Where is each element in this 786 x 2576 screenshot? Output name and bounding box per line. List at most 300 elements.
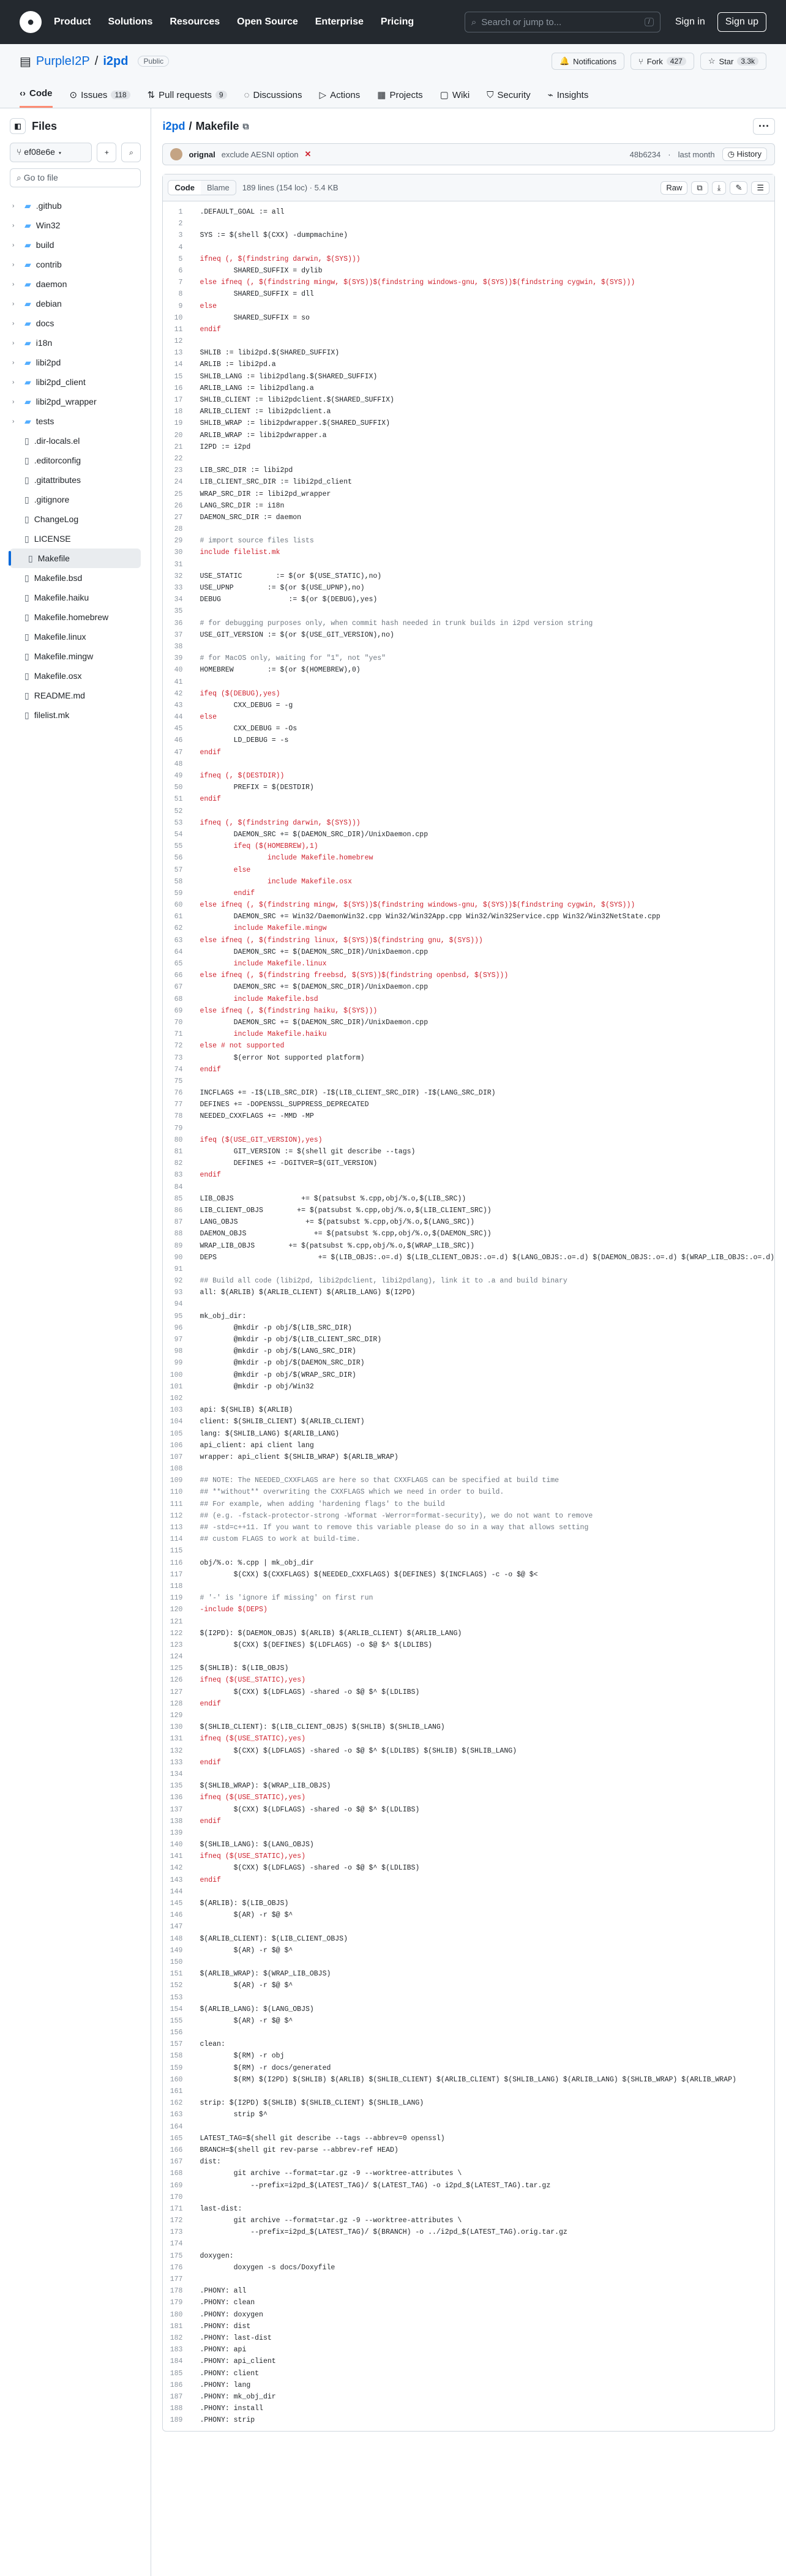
folder-item[interactable]	[10, 215, 141, 235]
line-number[interactable]: 108	[170, 1465, 183, 1473]
line-number[interactable]: 146	[170, 1911, 183, 1920]
line-number[interactable]: 96	[174, 1324, 183, 1332]
line-number[interactable]: 124	[170, 1653, 183, 1661]
line-number[interactable]: 76	[174, 1089, 183, 1098]
line-number[interactable]: 142	[170, 1864, 183, 1873]
line-number[interactable]: 3	[178, 231, 183, 240]
line-number[interactable]: 70	[174, 1018, 183, 1027]
line-text: api: $(SHLIB) $(ARLIB)	[200, 1406, 293, 1415]
line-number[interactable]: 160	[170, 2075, 183, 2084]
line-number[interactable]: 86	[174, 1206, 183, 1215]
line-number[interactable]: 65	[174, 960, 183, 968]
line-number[interactable]: 130	[170, 1723, 183, 1732]
line-number[interactable]: 13	[174, 349, 183, 358]
line-number[interactable]: 131	[170, 1735, 183, 1743]
line-number[interactable]: 138	[170, 1817, 183, 1825]
line-number[interactable]: 80	[174, 1136, 183, 1144]
line-number[interactable]: 73	[174, 1054, 183, 1062]
download-icon[interactable]: ⤓	[712, 181, 727, 195]
line-number[interactable]: 4	[178, 243, 183, 252]
line-number[interactable]: 164	[170, 2122, 183, 2131]
line-number[interactable]: 21	[174, 443, 183, 451]
nav-enterprise[interactable]: Enterprise	[315, 17, 364, 27]
line-text: .PHONY: api_client	[200, 2357, 276, 2366]
copy-icon[interactable]: ⧉	[691, 181, 708, 195]
status-failed-icon[interactable]: ✕	[304, 149, 312, 159]
line-number[interactable]: 126	[170, 1676, 183, 1685]
code-line	[163, 1604, 774, 1616]
line-number[interactable]: 158	[170, 2052, 183, 2061]
line-number[interactable]: 81	[174, 1148, 183, 1156]
line-number[interactable]: 63	[174, 936, 183, 945]
line-number[interactable]: 147	[170, 1923, 183, 1931]
line-number[interactable]: 91	[174, 1265, 183, 1273]
line-number[interactable]: 88	[174, 1230, 183, 1238]
line-text: $(SHLIB_CLIENT): $(LIB_CLIENT_OBJS) $(SHLIB) $(SHLIB_LANG)	[200, 1723, 445, 1732]
go-to-file-input[interactable]: ⌕ Go to file	[10, 168, 141, 187]
line-number[interactable]: 127	[170, 1688, 183, 1696]
line-number[interactable]: 178	[170, 2287, 183, 2296]
breadcrumb-repo-link[interactable]: i2pd	[162, 120, 185, 132]
line-number[interactable]: 180	[170, 2310, 183, 2319]
chevron-right-icon[interactable]: ›	[12, 222, 15, 229]
nav-product[interactable]: Product	[54, 17, 91, 27]
file-item[interactable]	[10, 549, 141, 568]
file-item[interactable]	[10, 509, 141, 529]
line-number[interactable]: 1	[178, 208, 183, 216]
folder-item[interactable]	[10, 196, 141, 215]
line-number[interactable]: 106	[170, 1441, 183, 1450]
line-number[interactable]: 16	[174, 384, 183, 392]
file-item[interactable]	[10, 646, 141, 666]
line-number[interactable]: 151	[170, 1970, 183, 1979]
commit-hash[interactable]: 48b6234	[629, 149, 661, 159]
add-file-icon[interactable]: +	[97, 143, 116, 162]
line-number[interactable]: 90	[174, 1253, 183, 1262]
line-number[interactable]: 77	[174, 1101, 183, 1109]
line-number[interactable]: 33	[174, 584, 183, 592]
line-number[interactable]: 185	[170, 2369, 183, 2378]
line-number[interactable]: 152	[170, 1982, 183, 1990]
line-number[interactable]: 136	[170, 1794, 183, 1802]
file-tree-label: .gitattributes	[34, 475, 81, 485]
code-line	[163, 1346, 774, 1357]
line-number[interactable]: 60	[174, 901, 183, 910]
line-number[interactable]: 145	[170, 1900, 183, 1908]
folder-item[interactable]	[10, 333, 141, 353]
github-logo-icon[interactable]: ●	[20, 11, 42, 33]
tab-insights[interactable]: ⌁ Insights	[547, 89, 589, 100]
file-item[interactable]	[10, 627, 141, 646]
chevron-right-icon[interactable]: ›	[12, 261, 15, 268]
search-input[interactable]	[465, 12, 661, 32]
line-number[interactable]: 107	[170, 1453, 183, 1461]
blame-view-button[interactable]: Blame	[206, 183, 230, 192]
line-number[interactable]: 188	[170, 2405, 183, 2413]
line-number[interactable]: 112	[170, 1511, 183, 1520]
nav-pricing[interactable]: Pricing	[380, 17, 414, 27]
line-number[interactable]: 179	[170, 2299, 183, 2307]
line-number[interactable]: 59	[174, 889, 183, 897]
line-number[interactable]: 26	[174, 501, 183, 510]
tab-code[interactable]: ‹› Code	[20, 88, 53, 108]
chevron-right-icon[interactable]: ›	[12, 202, 15, 209]
tab-wiki[interactable]: ▢ Wiki	[440, 89, 470, 100]
file-item[interactable]	[10, 529, 141, 549]
code-line	[163, 1134, 774, 1146]
line-number[interactable]: 111	[170, 1500, 183, 1508]
star-button[interactable]: ☆ Star 3.3k	[700, 53, 766, 70]
line-number[interactable]: 62	[174, 924, 183, 933]
line-number[interactable]: 104	[170, 1418, 183, 1426]
line-number[interactable]: 38	[174, 642, 183, 651]
chevron-right-icon[interactable]: ›	[12, 300, 15, 307]
line-number[interactable]: 83	[174, 1171, 183, 1180]
line-number[interactable]: 7	[178, 279, 183, 287]
line-number[interactable]: 10	[174, 313, 183, 322]
tab-actions[interactable]: ▷ Actions	[319, 89, 361, 100]
line-number[interactable]: 6	[178, 266, 183, 275]
line-number[interactable]: 22	[174, 454, 183, 463]
line-number[interactable]: 109	[170, 1477, 183, 1485]
file-item[interactable]	[10, 588, 141, 607]
line-number[interactable]: 118	[170, 1582, 183, 1590]
line-number[interactable]: 116	[170, 1559, 183, 1567]
line-number[interactable]: 110	[170, 1488, 183, 1497]
line-number[interactable]: 167	[170, 2158, 183, 2166]
repo-icon: ▤	[20, 54, 31, 69]
line-number[interactable]: 14	[174, 361, 183, 369]
line-number[interactable]: 102	[170, 1394, 183, 1402]
line-number[interactable]: 24	[174, 478, 183, 487]
line-number[interactable]: 162	[170, 2099, 183, 2108]
tab-discussions[interactable]: ◌ Discussions	[244, 90, 302, 100]
code-line	[163, 2074, 774, 2086]
notifications-button[interactable]: 🔔 Notifications	[552, 53, 624, 70]
line-number[interactable]: 79	[174, 1124, 183, 1133]
line-number[interactable]: 119	[170, 1594, 183, 1603]
line-number[interactable]: 46	[174, 736, 183, 745]
tab-security[interactable]: ⛉ Security	[487, 90, 531, 100]
line-number[interactable]: 5	[178, 255, 183, 263]
line-number[interactable]: 35	[174, 607, 183, 616]
file-tree-label: build	[36, 240, 54, 250]
line-number[interactable]: 159	[170, 2064, 183, 2072]
line-number[interactable]: 174	[170, 2240, 183, 2248]
code-line	[163, 1792, 774, 1803]
repo-owner-link[interactable]: PurpleI2P	[36, 54, 90, 68]
line-number[interactable]: 165	[170, 2134, 183, 2143]
line-number[interactable]: 64	[174, 948, 183, 956]
line-number[interactable]: 19	[174, 419, 183, 428]
line-number[interactable]: 101	[170, 1382, 183, 1391]
line-number[interactable]: 120	[170, 1606, 183, 1614]
line-text: LIB_SRC_DIR := libi2pd	[200, 466, 293, 475]
line-number[interactable]: 123	[170, 1641, 183, 1649]
edit-icon[interactable]: ✎	[730, 181, 747, 195]
folder-item[interactable]	[10, 353, 141, 372]
sign-up-button[interactable]: Sign up	[717, 12, 766, 32]
line-number[interactable]: 87	[174, 1218, 183, 1227]
file-item[interactable]	[10, 451, 141, 470]
line-number[interactable]: 128	[170, 1699, 183, 1708]
more-options-icon[interactable]: ···	[753, 118, 775, 135]
line-number[interactable]: 2	[178, 220, 183, 228]
line-number[interactable]: 57	[174, 866, 183, 874]
code-line	[163, 793, 774, 805]
line-number[interactable]: 132	[170, 1747, 183, 1755]
line-number[interactable]: 85	[174, 1194, 183, 1203]
line-number[interactable]: 172	[170, 2217, 183, 2225]
line-number[interactable]: 153	[170, 1993, 183, 2002]
sign-in-link[interactable]: Sign in	[675, 17, 705, 27]
chevron-right-icon[interactable]: ›	[12, 280, 15, 288]
file-item[interactable]	[10, 568, 141, 588]
line-text: USE_GIT_VERSION := $(or $(USE_GIT_VERSION),no)	[200, 631, 394, 639]
line-number[interactable]: 42	[174, 689, 183, 698]
line-number[interactable]: 177	[170, 2275, 183, 2283]
line-number[interactable]: 34	[174, 596, 183, 604]
file-item[interactable]	[10, 666, 141, 686]
line-number[interactable]: 97	[174, 1336, 183, 1344]
line-number[interactable]: 134	[170, 1770, 183, 1778]
line-number[interactable]: 55	[174, 842, 183, 851]
line-number[interactable]: 140	[170, 1841, 183, 1849]
line-number[interactable]: 155	[170, 2016, 183, 2025]
nav-open-source[interactable]: Open Source	[237, 17, 298, 27]
folder-item[interactable]	[10, 255, 141, 274]
line-number[interactable]: 61	[174, 913, 183, 921]
line-number[interactable]: 93	[174, 1289, 183, 1297]
file-item[interactable]	[10, 490, 141, 509]
line-number[interactable]: 129	[170, 1712, 183, 1720]
line-number[interactable]: 78	[174, 1112, 183, 1121]
line-number[interactable]: 144	[170, 1887, 183, 1896]
line-number[interactable]: 66	[174, 972, 183, 980]
line-number[interactable]: 44	[174, 713, 183, 722]
chevron-right-icon[interactable]: ›	[12, 241, 15, 249]
line-number[interactable]: 89	[174, 1241, 183, 1250]
line-text: endif	[200, 325, 221, 334]
tab-projects[interactable]: ▦ Projects	[377, 89, 423, 100]
line-number[interactable]: 36	[174, 619, 183, 627]
symbols-icon[interactable]: ☰	[751, 181, 769, 195]
folder-item[interactable]	[10, 294, 141, 313]
line-number[interactable]: 133	[170, 1758, 183, 1767]
line-number[interactable]: 184	[170, 2357, 183, 2366]
chevron-right-icon[interactable]: ›	[12, 398, 15, 405]
commit-author[interactable]: orignal	[189, 149, 215, 159]
line-number[interactable]: 189	[170, 2416, 183, 2425]
line-number[interactable]: 43	[174, 701, 183, 710]
line-text: ARLIB_LANG := libi2pdlang.a	[200, 384, 314, 392]
line-number[interactable]: 141	[170, 1852, 183, 1861]
line-number[interactable]: 68	[174, 995, 183, 1003]
line-number[interactable]: 53	[174, 818, 183, 827]
line-number[interactable]: 182	[170, 2334, 183, 2342]
line-number[interactable]: 150	[170, 1958, 183, 1966]
folder-item[interactable]	[10, 235, 141, 255]
line-number[interactable]: 187	[170, 2392, 183, 2401]
file-tree-label: Makefile.homebrew	[34, 612, 109, 622]
line-number[interactable]: 125	[170, 1664, 183, 1673]
line-number[interactable]: 114	[170, 1535, 183, 1544]
nav-solutions[interactable]: Solutions	[108, 17, 153, 27]
copy-path-icon[interactable]: ⧉	[242, 121, 249, 131]
line-number[interactable]: 154	[170, 2005, 183, 2013]
line-number[interactable]: 30	[174, 549, 183, 557]
line-number[interactable]: 29	[174, 537, 183, 545]
line-number[interactable]: 166	[170, 2146, 183, 2154]
line-number[interactable]: 49	[174, 772, 183, 780]
raw-button[interactable]: Raw	[661, 181, 687, 195]
line-number[interactable]: 47	[174, 748, 183, 757]
branch-selector[interactable]: ⑂ ef08e6e ▾	[10, 143, 92, 162]
line-text: endif	[200, 1065, 221, 1074]
line-number[interactable]: 181	[170, 2322, 183, 2331]
line-number[interactable]: 186	[170, 2381, 183, 2389]
history-button[interactable]: ◷ History	[722, 148, 767, 161]
line-number[interactable]: 163	[170, 2111, 183, 2119]
line-number[interactable]: 99	[174, 1359, 183, 1368]
fork-button[interactable]: ⑂ Fork 427	[631, 53, 694, 70]
line-number[interactable]: 39	[174, 654, 183, 663]
line-number[interactable]: 156	[170, 2029, 183, 2037]
line-number[interactable]: 8	[178, 290, 183, 299]
line-number[interactable]: 183	[170, 2346, 183, 2354]
line-number[interactable]: 157	[170, 2040, 183, 2049]
line-text: NEEDED_CXXFLAGS += -MMD -MP	[200, 1112, 314, 1121]
chevron-right-icon[interactable]: ›	[12, 378, 15, 386]
file-item[interactable]	[10, 470, 141, 490]
chevron-right-icon[interactable]: ›	[12, 320, 15, 327]
folder-item[interactable]	[10, 274, 141, 294]
line-number[interactable]: 143	[170, 1876, 183, 1884]
line-number[interactable]: 149	[170, 1946, 183, 1955]
line-number[interactable]: 25	[174, 490, 183, 498]
folder-item[interactable]	[10, 411, 141, 431]
line-number[interactable]: 9	[178, 302, 183, 310]
folder-item[interactable]	[10, 313, 141, 333]
line-number[interactable]: 135	[170, 1782, 183, 1791]
line-number[interactable]: 37	[174, 631, 183, 639]
line-number[interactable]: 175	[170, 2252, 183, 2260]
file-item[interactable]	[10, 607, 141, 627]
search-files-icon[interactable]: ⌕	[121, 143, 141, 162]
line-number[interactable]: 148	[170, 1934, 183, 1943]
line-number[interactable]: 58	[174, 877, 183, 886]
nav-resources[interactable]: Resources	[170, 17, 220, 27]
line-number[interactable]: 169	[170, 2181, 183, 2190]
line-number[interactable]: 12	[174, 337, 183, 346]
file-tree-label: Makefile.linux	[34, 632, 86, 642]
chevron-right-icon[interactable]: ›	[12, 359, 15, 366]
line-number[interactable]: 28	[174, 525, 183, 534]
file-icon: ▯	[28, 553, 33, 563]
file-item[interactable]	[10, 705, 141, 725]
line-number[interactable]: 69	[174, 1006, 183, 1015]
file-item[interactable]	[10, 686, 141, 705]
line-number[interactable]: 40	[174, 666, 183, 675]
line-number[interactable]: 18	[174, 408, 183, 416]
line-number[interactable]: 139	[170, 1829, 183, 1837]
line-number[interactable]: 122	[170, 1629, 183, 1638]
file-item[interactable]	[10, 431, 141, 451]
line-number[interactable]: 23	[174, 466, 183, 475]
line-number[interactable]: 56	[174, 854, 183, 863]
line-number[interactable]: 11	[174, 325, 183, 334]
line-text: endif	[200, 1171, 221, 1180]
folder-item[interactable]	[10, 372, 141, 392]
line-number[interactable]: 95	[174, 1312, 183, 1320]
tab-pull-requests[interactable]: ⇅ Pull requests 9	[148, 89, 227, 108]
line-number[interactable]: 103	[170, 1406, 183, 1415]
code-line	[163, 441, 774, 453]
line-number[interactable]: 161	[170, 2087, 183, 2095]
line-number[interactable]: 51	[174, 795, 183, 804]
line-number[interactable]: 27	[174, 513, 183, 522]
line-number[interactable]: 52	[174, 807, 183, 815]
line-number[interactable]: 82	[174, 1159, 183, 1168]
chevron-right-icon[interactable]: ›	[12, 339, 15, 346]
line-number[interactable]: 170	[170, 2193, 183, 2201]
line-number[interactable]: 67	[174, 983, 183, 992]
chevron-right-icon[interactable]: ›	[12, 417, 15, 425]
code-line	[163, 512, 774, 523]
line-number[interactable]: 84	[174, 1183, 183, 1191]
line-text: WRAP_SRC_DIR := libi2pd_wrapper	[200, 490, 331, 498]
line-number[interactable]: 115	[170, 1547, 183, 1556]
line-number[interactable]: 171	[170, 2204, 183, 2213]
line-number[interactable]: 71	[174, 1030, 183, 1039]
line-number[interactable]: 92	[174, 1277, 183, 1286]
line-number[interactable]: 15	[174, 372, 183, 381]
line-number[interactable]: 41	[174, 678, 183, 686]
line-number[interactable]: 17	[174, 396, 183, 404]
line-number[interactable]: 94	[174, 1300, 183, 1309]
line-number[interactable]: 105	[170, 1429, 183, 1438]
line-number[interactable]: 50	[174, 784, 183, 792]
code-line	[163, 935, 774, 946]
line-number[interactable]: 75	[174, 1077, 183, 1085]
line-number[interactable]: 168	[170, 2170, 183, 2178]
line-number[interactable]: 74	[174, 1065, 183, 1074]
line-number[interactable]: 48	[174, 760, 183, 768]
line-number[interactable]: 45	[174, 725, 183, 733]
code-view-button[interactable]: Code	[168, 181, 201, 195]
line-number[interactable]: 117	[170, 1570, 183, 1579]
line-number[interactable]: 32	[174, 572, 183, 580]
line-number[interactable]: 137	[170, 1805, 183, 1814]
tab-issues[interactable]: ⊙ Issues 118	[70, 89, 130, 108]
line-number[interactable]: 72	[174, 1042, 183, 1050]
folder-item[interactable]	[10, 392, 141, 411]
line-number[interactable]: 31	[174, 560, 183, 569]
line-number[interactable]: 98	[174, 1347, 183, 1356]
line-number[interactable]: 20	[174, 431, 183, 440]
pull-request-icon: ⇅	[147, 90, 155, 100]
file-view	[151, 108, 786, 2576]
collapse-sidebar-icon[interactable]: ◧	[10, 118, 26, 134]
line-number[interactable]: 173	[170, 2228, 183, 2237]
line-number[interactable]: 100	[170, 1371, 183, 1379]
line-number[interactable]: 54	[174, 830, 183, 839]
line-number[interactable]: 121	[170, 1617, 183, 1626]
line-number[interactable]: 113	[170, 1524, 183, 1532]
commit-message[interactable]: exclude AESNI option	[221, 149, 299, 159]
repo-name-link[interactable]: i2pd	[103, 54, 129, 68]
line-number[interactable]: 176	[170, 2263, 183, 2272]
